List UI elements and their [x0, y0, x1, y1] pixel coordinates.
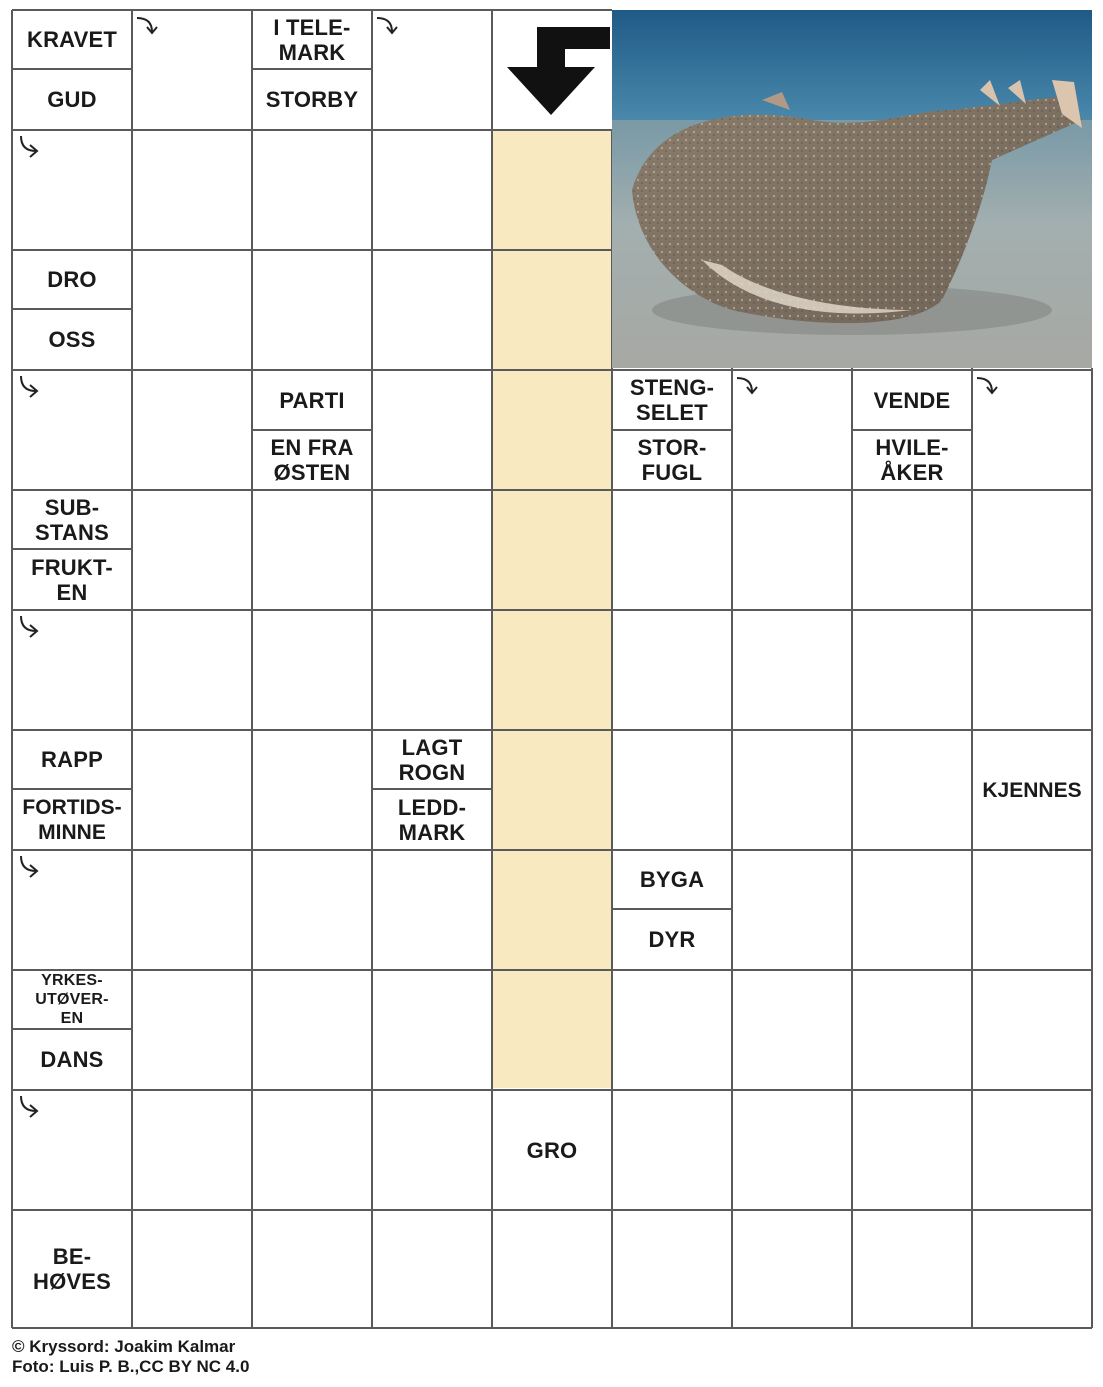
- turn-down-arrow-icon: [734, 374, 762, 402]
- clue-gud: GUD: [13, 70, 131, 129]
- turn-right-arrow-icon: [16, 374, 44, 402]
- clue-vende: VENDE: [853, 371, 971, 429]
- turn-down-arrow-icon: [134, 14, 162, 42]
- clue-storby: STORBY: [253, 70, 371, 129]
- turn-right-arrow-icon: [16, 854, 44, 882]
- clue-kravet: KRAVET: [13, 11, 131, 68]
- clue-kjennes: KJENNES: [973, 731, 1091, 849]
- clue-fortidsminne: FORTIDS- MINNE: [13, 790, 131, 849]
- turn-right-arrow-icon: [16, 134, 44, 162]
- clue-substans: SUB- STANS: [13, 491, 131, 548]
- clue-gro: GRO: [493, 1091, 611, 1209]
- clue-stengselet: STENG- SELET: [613, 371, 731, 429]
- clue-byga: BYGA: [613, 851, 731, 908]
- footer: [12, 1337, 249, 1377]
- turn-down-arrow-icon: [974, 374, 1002, 402]
- clue-yrkesutover: YRKES- UTØVER- EN: [13, 971, 131, 1028]
- clue-frukten: FRUKT- EN: [13, 550, 131, 609]
- clue-i-telemark: I TELE- MARK: [253, 11, 371, 68]
- turn-right-arrow-icon: [16, 1094, 44, 1122]
- turn-right-arrow-icon: [16, 614, 44, 642]
- photo-credit-text: Foto: Luis P. B.,CC BY NC 4.0: [12, 1357, 250, 1376]
- clue-parti: PARTI: [253, 371, 371, 429]
- clue-behoves: BE- HØVES: [13, 1211, 131, 1327]
- clue-oss: OSS: [13, 310, 131, 369]
- clue-dyr: DYR: [613, 910, 731, 969]
- angel-shark-photo: [612, 10, 1092, 368]
- clue-leddmark: LEDD- MARK: [373, 790, 491, 849]
- turn-down-arrow-icon: [374, 14, 402, 42]
- clue-en-fra-osten: EN FRA ØSTEN: [253, 431, 371, 489]
- clue-dro: DRO: [13, 251, 131, 308]
- clue-lagt-rogn: LAGT ROGN: [373, 731, 491, 788]
- clue-storfugl: STOR- FUGL: [613, 431, 731, 489]
- clue-rapp: RAPP: [13, 731, 131, 788]
- solution-arrow-icon: [493, 11, 611, 129]
- clue-dans: DANS: [13, 1030, 131, 1089]
- copyright-text: © Kryssord: Joakim Kalmar: [12, 1337, 236, 1356]
- clue-hvileaker: HVILE- ÅKER: [853, 431, 971, 489]
